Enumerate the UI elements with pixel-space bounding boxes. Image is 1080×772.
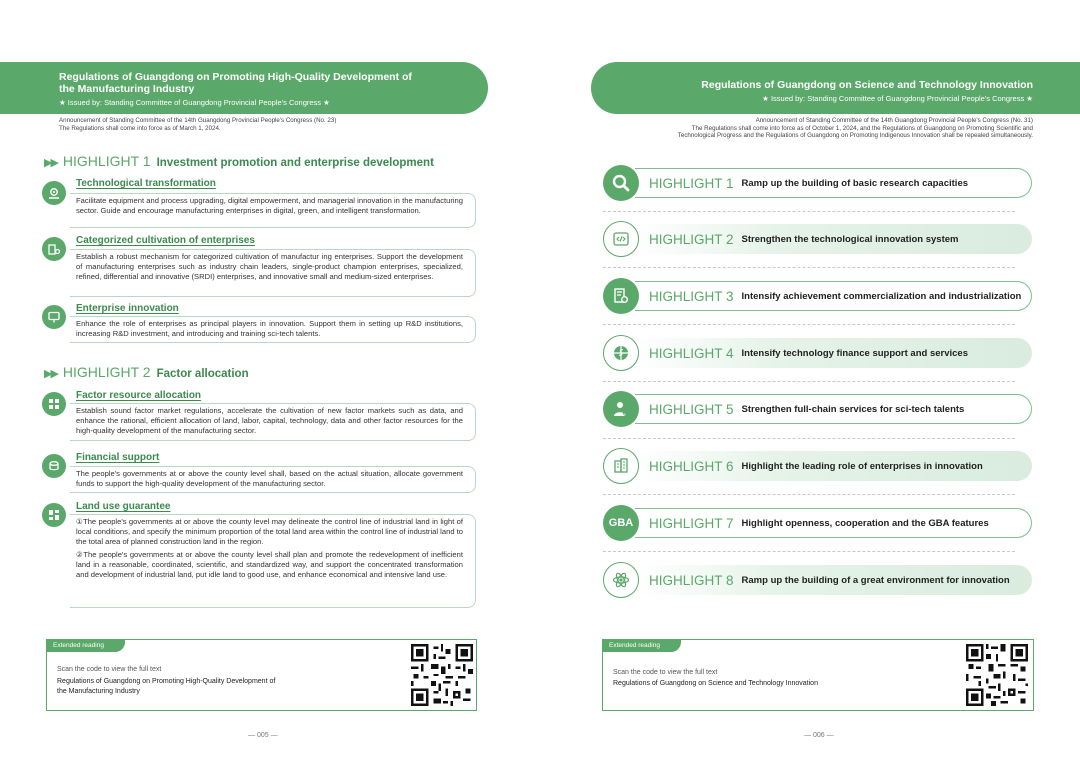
double-triangle-icon: ▶▶: [44, 368, 57, 380]
building-gear-icon: [42, 237, 66, 261]
item-text-financial-support: The people's governments at or above the county level shall, based on the actual situation, allocate government funds to support the high-quality development of the manufacturing sector.: [70, 466, 476, 493]
highlight-row-8: HIGHLIGHT 8 Ramp up the building of a great environment for innovation: [635, 565, 1032, 595]
scan-instruction: Scan the code to view the full text: [57, 666, 162, 673]
divider: [603, 267, 1015, 268]
highlight-row-2: HIGHLIGHT 2 Strengthen the technological innovation system: [635, 224, 1032, 254]
presentation-icon: [42, 305, 66, 329]
qr-code-icon[interactable]: [966, 644, 1028, 706]
item-text-factor-resource-allocation: Establish sound factor market regulations, accelerate the cultivation of new factor markets such as data, and enhance the rational, efficient allocation of land, labor, capital, technology, data and other factor resources for the high-quality development of the manufacturing sector.: [70, 403, 476, 441]
item-text-categorized-cultivation: Establish a robust mechanism for categorized cultivation of manufactur ing enterprises. Support the development of manufacturing enterprises such as industry chain leaders, single-product champion enterprises, specialized, refined, differential and innovative (SRDI) enterprises, and innovative small and medium-sized enterprises.: [70, 249, 476, 297]
right-header-banner: [591, 62, 1080, 114]
highlight-row-1: HIGHLIGHT 1 Ramp up the building of basic research capacities: [635, 168, 1032, 198]
left-page-number: — 005 —: [248, 732, 278, 739]
coins-icon: [42, 454, 66, 478]
double-triangle-icon: ▶▶: [44, 157, 57, 169]
item-title-enterprise-innovation: Enterprise innovation: [76, 303, 179, 314]
left-highlight-1-heading: ▶▶ HIGHLIGHT 1 Investment promotion and enterprise development: [44, 153, 434, 169]
left-header-title-line2: the Manufacturing Industry: [59, 83, 195, 95]
document-gear-icon: [603, 278, 639, 314]
scan-instruction: Scan the code to view the full text: [613, 669, 718, 676]
grid-icon: [42, 392, 66, 416]
item-title-land-use-guarantee: Land use guarantee: [76, 501, 171, 512]
right-page-number: — 006 —: [804, 732, 834, 739]
divider: [603, 381, 1015, 382]
divider: [603, 494, 1015, 495]
left-header-issued: ★ Issued by: Standing Committee of Guangdong Provincial People's Congress ★: [59, 98, 330, 107]
highlight-row-7: HIGHLIGHT 7 Highlight openness, cooperation and the GBA features: [635, 508, 1032, 538]
right-announcement: Announcement of Standing Committee of the 14th Guangdong Provincial People's Congress (No. 31) The Regulations shall come into force as of October 1, 2024, and the Regulations of Guangdong on Promoting Scientific and Technological Progress and the Regulations of Guangdong on Promoting Indigenous Innovation shall be repealed simultaneously.: [677, 117, 1033, 139]
left-extended-reading-box: [46, 639, 477, 711]
left-highlight-2-heading: ▶▶ HIGHLIGHT 2 Factor allocation: [44, 364, 249, 380]
item-text-enterprise-innovation: Enhance the role of enterprises as principal players in innovation. Support them in setting up R&D institutions, increasing R&D investment, and introducing and training sci-tech talents.: [70, 316, 476, 343]
magnifier-icon: [603, 165, 639, 201]
buildings-icon: [603, 448, 639, 484]
globe-money-icon: [603, 335, 639, 371]
extended-reading-tab: Extended reading: [47, 640, 125, 652]
divider: [603, 551, 1015, 552]
extended-reading-title: Regulations of Guangdong on Promoting High-Quality Development of the Manufacturing Industry: [57, 678, 276, 695]
extended-reading-tab: Extended reading: [603, 640, 681, 652]
left-header-banner: [0, 62, 488, 114]
highlight-row-6: HIGHLIGHT 6 Highlight the leading role of enterprises in innovation: [635, 451, 1032, 481]
divider: [603, 324, 1015, 325]
highlight-row-4: HIGHLIGHT 4 Intensify technology finance support and services: [635, 338, 1032, 368]
code-icon: [603, 221, 639, 257]
item-title-financial-support: Financial support: [76, 452, 160, 463]
extended-reading-title: Regulations of Guangdong on Science and Technology Innovation: [613, 680, 818, 687]
gba-icon: GBA: [603, 505, 639, 541]
item-title-categorized-cultivation: Categorized cultivation of enterprises: [76, 235, 255, 246]
divider: [603, 211, 1015, 212]
land-icon: [42, 503, 66, 527]
item-title-factor-resource-allocation: Factor resource allocation: [76, 390, 202, 401]
left-header-title-line1: Regulations of Guangdong on Promoting High-Quality Development of: [59, 71, 412, 83]
highlight-row-3: HIGHLIGHT 3 Intensify achievement commercialization and industrialization: [635, 281, 1032, 311]
divider: [603, 438, 1015, 439]
highlight-row-5: HIGHLIGHT 5 Strengthen full-chain services for sci-tech talents: [635, 394, 1032, 424]
right-header-title: Regulations of Guangdong on Science and Technology Innovation: [701, 79, 1033, 91]
right-header-issued: ★ Issued by: Standing Committee of Guangdong Provincial People's Congress ★: [762, 94, 1033, 103]
person-atom-icon: [603, 391, 639, 427]
qr-code-icon[interactable]: [411, 644, 473, 706]
right-extended-reading-box: [602, 639, 1034, 711]
item-title-technological-transformation: Technological transformation: [76, 178, 216, 189]
atom-icon: [603, 562, 639, 598]
item-text-land-use-guarantee: ①The people's governments at or above the county level may delineate the control line of industrial land in light of local conditions, and specify the minimum proportion of the total land area within the control line of industrial land to the total area of planned construction land in the region. ②The people's governments at or above the county level shall plan and promote the redevelopment of inefficient land in a reasonable, coordinated, scientific, and standardized way, and support the concentrated transformation and development of industrial land, put idle land to good use, and enhance economical and intensive land use.: [70, 514, 476, 608]
item-text-technological-transformation: Facilitate equipment and process upgrading, digital empowerment, and managerial innovation in the manufacturing sector. Guide and encourage manufacturing enterprises in digital, green, and intelligent transformation.: [70, 193, 476, 228]
gear-hand-icon: [42, 181, 66, 205]
left-announcement: Announcement of Standing Committee of the 14th Guangdong Provincial People's Congress (No. 23) The Regulations shall come into force as of March 1, 2024.: [59, 117, 337, 132]
